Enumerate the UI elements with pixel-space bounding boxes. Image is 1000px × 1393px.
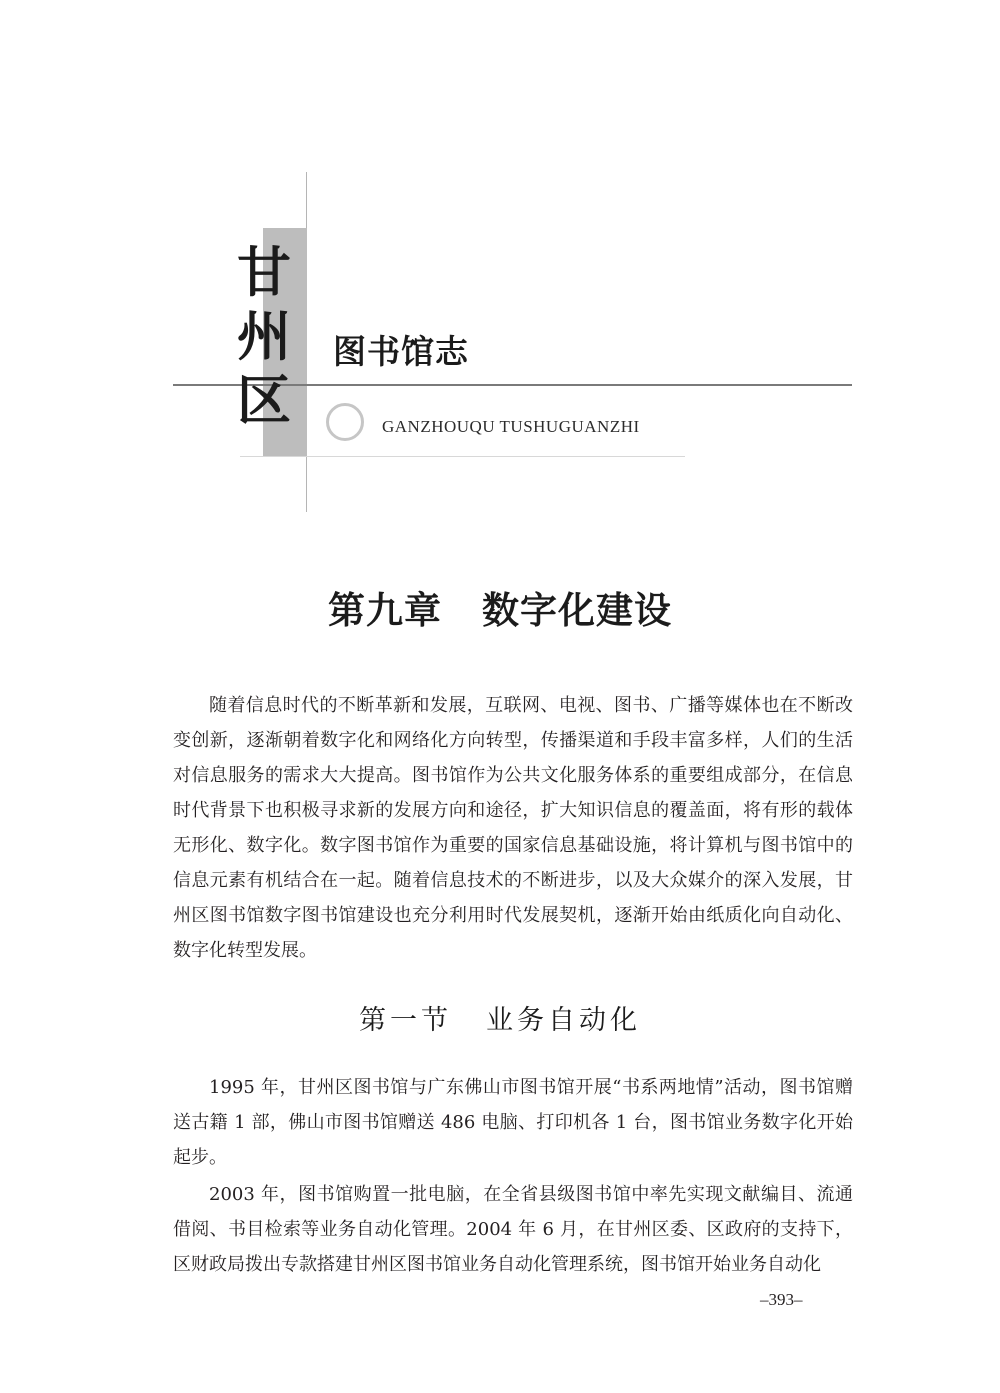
page-number: –393– (760, 1290, 803, 1309)
book-title-char: 州 (237, 305, 291, 368)
chapter-number: 第九章 (328, 588, 442, 632)
section-name: 业务自动化 (486, 1005, 641, 1036)
chapter-intro-paragraph: 随着信息时代的不断革新和发展，互联网、电视、图书、广播等媒体也在不断改变创新，逐渐朝着数字化和网络化方向转型，传播渠道和手段丰富多样，人们的生活对信息服务的需求大大提高。图书馆作为公共文化服务体系的重要组成部分，在信息时代背景下也积极寻求新的发展方向和途径，扩大知识信息的覆盖面，将有形的载体无形化、数字化。数字图书馆作为重要的国家信息基础设施，将计算机与图书馆中的信息元素有机结合在一起。随着信息技术的不断进步，以及大众媒介的深入发展，甘州区图书馆数字图书馆建设也充分利用时代发展契机，逐渐开始由纸质化向自动化、数字化转型发展。 (173, 695, 853, 961)
chapter-title (0, 580, 1000, 634)
circle-ornament-icon (326, 403, 364, 441)
book-title-vertical (232, 241, 296, 433)
section-title (0, 998, 1000, 1037)
chapter-name: 数字化建设 (482, 588, 672, 632)
book-title-char: 区 (237, 369, 291, 432)
section-number: 第一节 (359, 1005, 452, 1036)
section-paragraph-2: 2003 年，图书馆购置一批电脑，在全省县级图书馆中率先实现文献编目、流通借阅、书目检索等业务自动化管理。2004 年 6 月，在甘州区委、区政府的支持下，区财政局拨出专款搭建甘州区图书馆业务自动化管理系统，图书馆开始业务自动化 (173, 1184, 853, 1275)
book-title-char: 甘 (237, 241, 291, 304)
section-paragraph-1: 1995 年，甘州区图书馆与广东佛山市图书馆开展“书系两地情”活动，图书馆赠送古籍 1 部，佛山市图书馆赠送 486 电脑、打印机各 1 台，图书馆业务数字化开始起步。 (173, 1077, 853, 1168)
book-title-pinyin: GANZHOUQU TUSHUGUANZHI (382, 417, 640, 436)
header-thin-rule (240, 456, 685, 457)
book-subtitle: 图书馆志 (333, 332, 469, 371)
